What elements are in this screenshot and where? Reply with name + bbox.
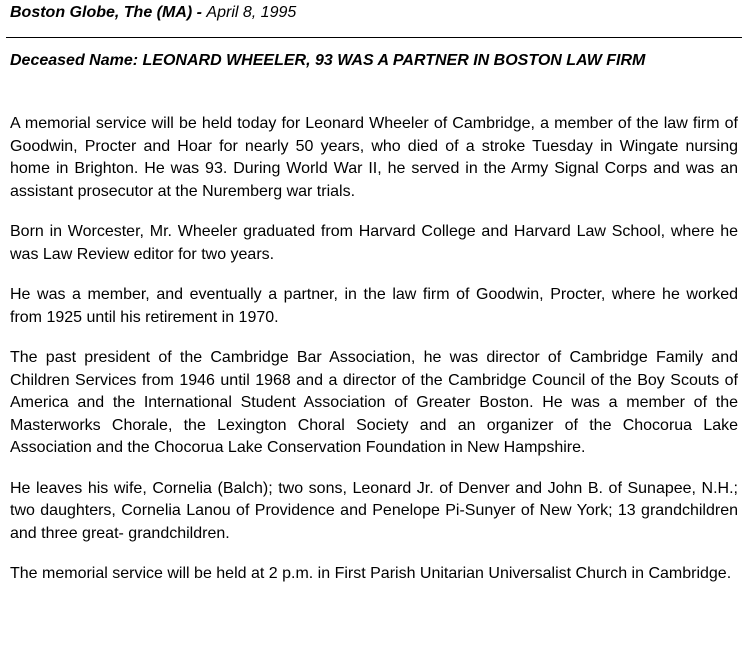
paragraph: The memorial service will be held at 2 p.m. in First Parish Unitarian Universalist Church in Cambridge.	[10, 565, 732, 582]
header-divider	[6, 37, 742, 38]
paragraph: He was a member, and eventually a partner, in the law firm of Goodwin, Procter, where he worked from 1925 until his retirement in 1970.	[10, 286, 738, 326]
paragraph: A memorial service will be held today for Leonard Wheeler of Cambridge, a member of the law firm of Goodwin, Procter and Hoar for nearly 50 years, who died of a stroke Tuesday in Wingate nursing home in Brighton. He was 93. During World War II, he served in the Army Signal Corps and was an assistant prosecutor at the Nuremberg war trials.	[10, 115, 738, 200]
source-separator: -	[192, 4, 207, 21]
headline: Deceased Name: LEONARD WHEELER, 93 WAS A PARTNER IN BOSTON LAW FIRM	[10, 52, 646, 69]
paragraph: The past president of the Cambridge Bar Association, he was director of Cambridge Family and Children Services from 1946 until 1968 and a director of the Cambridge Council of the Boy Scouts of America and the International Student Association of Greater Boston. He was a member of the Masterworks Chorale, the Lexington Choral Society and an organizer of the Chocorua Lake Association and the Chocorua Lake Conservation Foundation in New Hampshire.	[10, 349, 738, 456]
source-line	[10, 4, 296, 22]
publication-name: Boston Globe, The (MA)	[10, 4, 193, 21]
paragraph: He leaves his wife, Cornelia (Balch); two sons, Leonard Jr. of Denver and John B. of Sunapee, N.H.; two daughters, Cornelia Lanou of Providence and Penelope Pi-Sunyer of New York; 13 grandchildren and three great- grandchildren.	[10, 479, 738, 542]
paragraph: Born in Worcester, Mr. Wheeler graduated from Harvard College and Harvard Law School, where he was Law Review editor for two years.	[10, 223, 738, 263]
publication-date: April 8, 1995	[206, 4, 297, 21]
article-body	[10, 113, 738, 604]
